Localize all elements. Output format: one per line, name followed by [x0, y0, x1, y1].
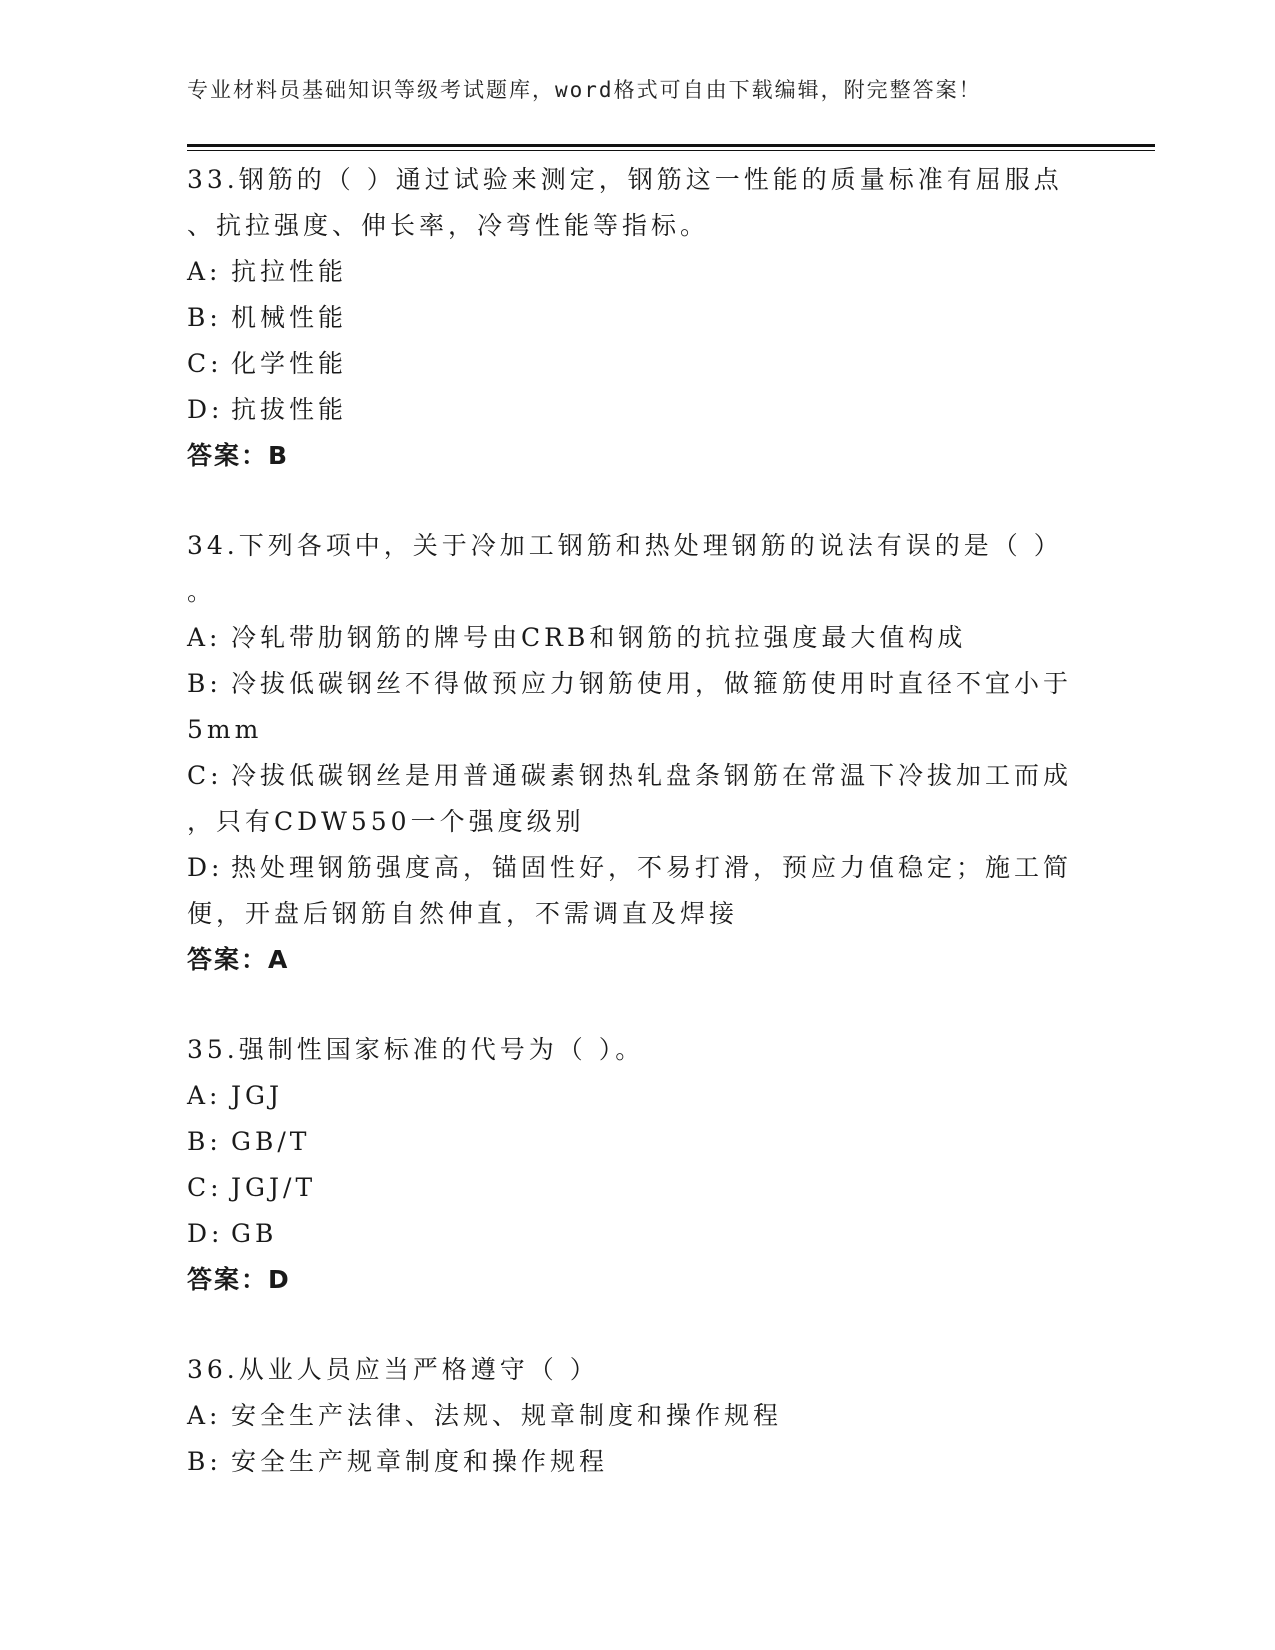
option-d — [187, 387, 1087, 433]
option-text: 安全生产规章制度和操作规程 — [231, 1447, 609, 1476]
option-key: A: — [187, 1081, 222, 1110]
option-d — [187, 1211, 1087, 1257]
option-text: 冷拔低碳钢丝不得做预应力钢筋使用，做箍筋使用时直径不宜小于 — [231, 669, 1073, 698]
option-key: B: — [187, 303, 222, 332]
option-text: 安全生产法律、法规、规章制度和操作规程 — [231, 1401, 783, 1430]
option-text: 抗拉性能 — [231, 257, 348, 286]
question-stem-line: 34.下列各项中，关于冷加工钢筋和热处理钢筋的说法有误的是（ ） — [187, 531, 1063, 560]
option-a — [187, 1073, 1087, 1119]
option-c — [187, 341, 1087, 387]
option-key: A: — [187, 1401, 222, 1430]
option-text: 化学性能 — [231, 349, 348, 378]
option-key: B: — [187, 1127, 222, 1156]
option-b-continued: 5mm — [187, 715, 263, 744]
option-key: A: — [187, 623, 222, 652]
option-key: A: — [187, 257, 222, 286]
question-stem-line: 36.从业人员应当严格遵守（ ） — [187, 1355, 599, 1384]
option-key: D: — [187, 853, 224, 882]
option-key: D: — [187, 395, 224, 424]
question-34 — [187, 523, 1087, 983]
answer-line: 答案：D — [187, 1265, 291, 1294]
option-key: C: — [187, 761, 223, 790]
option-c — [187, 753, 1087, 799]
question-stem-line: 33.钢筋的（ ）通过试验来测定，钢筋这一性能的质量标准有屈服点 — [187, 165, 1063, 194]
option-text: 热处理钢筋强度高，锚固性好，不易打滑，预应力值稳定；施工简 — [231, 853, 1073, 882]
option-a — [187, 1393, 1087, 1439]
answer-line: 答案：B — [187, 441, 290, 470]
option-a — [187, 615, 1087, 661]
option-text: GB — [231, 1219, 278, 1248]
answer-line: 答案：A — [187, 945, 290, 974]
page-header: 专业材料员基础知识等级考试题库，word格式可自由下载编辑，附完整答案！ — [187, 78, 982, 102]
option-text: GB/T — [231, 1127, 311, 1156]
question-33 — [187, 157, 1087, 479]
option-c — [187, 1165, 1087, 1211]
option-b — [187, 661, 1087, 707]
option-d — [187, 845, 1087, 891]
option-text: JGJ — [231, 1081, 284, 1110]
option-key: D: — [187, 1219, 224, 1248]
option-a — [187, 249, 1087, 295]
option-text: 抗拔性能 — [231, 395, 348, 424]
option-text: 机械性能 — [231, 303, 348, 332]
question-list — [187, 157, 1087, 1529]
option-key: B: — [187, 669, 222, 698]
question-stem-line: 。 — [187, 577, 217, 606]
option-text: JGJ/T — [231, 1173, 317, 1202]
option-b — [187, 1119, 1087, 1165]
option-d-continued: 便，开盘后钢筋自然伸直，不需调直及焊接 — [187, 899, 739, 928]
option-c-continued: ，只有CDW550一个强度级别 — [187, 807, 585, 836]
option-key: C: — [187, 349, 223, 378]
option-text: 冷轧带肋钢筋的牌号由CRB和钢筋的抗拉强度最大值构成 — [231, 623, 967, 652]
header-rule-thin — [187, 150, 1155, 151]
option-b — [187, 295, 1087, 341]
question-stem-line: 、抗拉强度、伸长率，冷弯性能等指标。 — [187, 211, 710, 240]
question-35 — [187, 1027, 1087, 1303]
header-rule-thick — [187, 144, 1155, 147]
option-text: 冷拔低碳钢丝是用普通碳素钢热轧盘条钢筋在常温下冷拔加工而成 — [231, 761, 1073, 790]
question-stem-line: 35.强制性国家标准的代号为（ ）。 — [187, 1035, 645, 1064]
question-36 — [187, 1347, 1087, 1485]
option-key: C: — [187, 1173, 223, 1202]
option-b — [187, 1439, 1087, 1485]
option-key: B: — [187, 1447, 222, 1476]
